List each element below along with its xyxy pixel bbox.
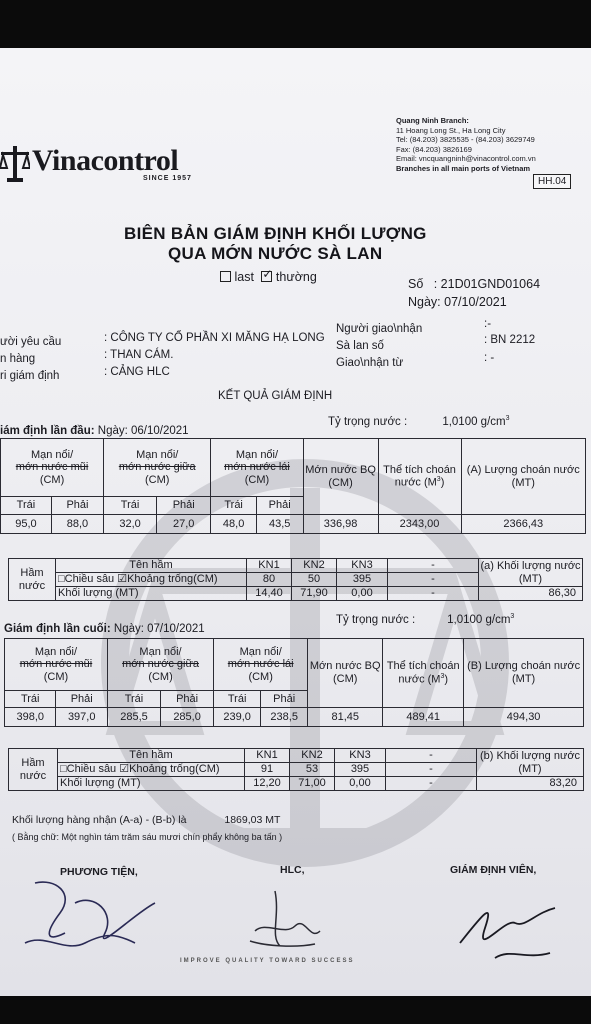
- water-total-value: 86,30: [479, 587, 583, 601]
- table-cell: 395: [337, 573, 388, 587]
- table-cell: 494,30: [464, 708, 584, 727]
- tank-name-label: Tên hầm: [56, 559, 247, 573]
- hdr-mean: Mớn nước BQ (CM): [308, 639, 383, 708]
- doc-title-line2: QUA MỚN NƯỚC SÀ LAN: [168, 244, 383, 263]
- depth-label: □Chiều sâu ☑Khoảng trống(CM): [58, 763, 245, 777]
- branch-name: Quang Ninh Branch:: [396, 116, 469, 125]
- right-hdr: Phải: [256, 497, 303, 515]
- sig-hlc-title: HLC,: [280, 864, 305, 876]
- hdr-mean: Mớn nước BQ (CM): [303, 439, 378, 515]
- goods-label: n hàng: [0, 353, 36, 365]
- tank-label: Hầm nước: [9, 749, 58, 791]
- table-cell: 80: [247, 573, 292, 587]
- hdr-mid: Mạn nổi/ mớn nước giữa (CM): [104, 439, 211, 497]
- table-cell: 27,0: [157, 515, 211, 534]
- right-hdr: Phải: [51, 497, 103, 515]
- left-hdr: Trái: [211, 497, 256, 515]
- company-since: SINCE 1957: [143, 175, 192, 182]
- right-hdr: Phải: [261, 691, 308, 708]
- dash-cell: -: [388, 559, 479, 573]
- regular-label: thường: [275, 270, 317, 284]
- form-code: HH.04: [533, 174, 571, 189]
- final-density: Tỷ trọng nước : 1,0100 $g/cm^3$: [336, 613, 515, 626]
- deliverer-value: :-: [484, 318, 492, 330]
- water-total-label: (b) Khối lượng nước (MT): [477, 749, 584, 777]
- table-cell: 48,0: [211, 515, 256, 534]
- barge-label: Sà lan số: [336, 340, 384, 352]
- table-cell: 0,00: [335, 777, 386, 791]
- table-cell: 285,0: [161, 708, 214, 727]
- table-cell: 238,5: [261, 708, 308, 727]
- table-cell: 71,00: [290, 777, 335, 791]
- branch-tel: Tel: (84.203) 3825535 - (84.203) 3629749: [396, 135, 535, 145]
- last-label: last: [234, 270, 254, 284]
- vehicle-signature: [15, 873, 175, 963]
- branch-address: 11 Hoang Long St., Ha Long City: [396, 125, 506, 135]
- right-hdr: Phải: [161, 691, 214, 708]
- doc-date: Ngày: 07/10/2021: [408, 295, 507, 309]
- table-cell: 239,0: [214, 708, 261, 727]
- sig-vehicle-title: PHƯƠNG TIỆN,: [60, 866, 138, 878]
- tank-label: Hầm nước: [9, 559, 56, 601]
- hdr-aft: Mạn nổi/ mớn nước lái (CM): [214, 639, 308, 691]
- table-cell: 88,0: [51, 515, 103, 534]
- inspector-signature: [455, 888, 565, 968]
- barge-value: : BN 2212: [484, 334, 536, 346]
- table-cell: -: [386, 763, 477, 777]
- table-cell: -: [388, 573, 479, 587]
- hdr-volume: Thể tích choán nước $(M^3)$: [378, 439, 461, 515]
- initial-heading: iám định lần đầu: Ngày: 06/10/2021: [0, 425, 189, 437]
- table-cell: 12,20: [245, 777, 290, 791]
- summary-line1: Khối lượng hàng nhận (A-a) - (B-b) là 1869,03 MT: [12, 814, 281, 826]
- doc-type-options: [220, 267, 317, 284]
- mass-label: Khối lượng (MT): [56, 587, 247, 601]
- dash-cell: -: [386, 749, 477, 763]
- vinacontrol-scale-icon: [0, 144, 30, 184]
- branch-info: [396, 116, 536, 174]
- hdr-displacement: (A) Lượng choán nước (MT): [461, 439, 585, 515]
- goods-value: : THAN CÁM.: [104, 349, 174, 361]
- initial-tanks-table: [8, 558, 583, 601]
- tank-name-label: Tên hầm: [58, 749, 245, 763]
- table-cell: 397,0: [56, 708, 107, 727]
- doc-number: Số : 21D01GND01064: [408, 277, 541, 291]
- place-label: ri giám định: [0, 370, 60, 382]
- regular-checkbox-checked: ✓: [262, 267, 273, 281]
- requester-value: : CÔNG TY CỔ PHẦN XI MĂNG HẠ LONG: [104, 332, 325, 344]
- hdr-fore: Mạn nổi/ mớn nước mũi (CM): [1, 439, 104, 497]
- from-value: : -: [484, 352, 495, 364]
- hdr-volume: Thể tích choán nước $(M^3)$: [383, 639, 464, 708]
- table-cell: 0,00: [337, 587, 388, 601]
- right-hdr: Phải: [157, 497, 211, 515]
- table-cell: 91: [245, 763, 290, 777]
- from-label: Giao\nhận từ: [336, 357, 404, 369]
- left-hdr: Trái: [1, 497, 52, 515]
- table-cell: -: [386, 777, 477, 791]
- kn1-hdr: KN1: [245, 749, 290, 763]
- table-cell: 71,90: [292, 587, 337, 601]
- table-cell: 285,5: [107, 708, 160, 727]
- kn2-hdr: KN2: [290, 749, 335, 763]
- mass-label: Khối lượng (MT): [58, 777, 245, 791]
- table-cell: 395: [335, 763, 386, 777]
- place-value: : CẢNG HLC: [104, 366, 170, 378]
- document-page: [0, 48, 591, 996]
- requester-label: ười yêu cầu: [0, 336, 62, 348]
- kn1-hdr: KN1: [247, 559, 292, 573]
- hdr-displacement: (B) Lượng choán nước (MT): [464, 639, 584, 708]
- table-cell: 2343,00: [378, 515, 461, 534]
- left-hdr: Trái: [214, 691, 261, 708]
- initial-draft-table: [0, 438, 586, 534]
- branch-fax: Fax: (84.203) 3826169: [396, 144, 472, 154]
- hdr-fore: Mạn nổi/ mớn nước mũi (CM): [5, 639, 108, 691]
- table-cell: 398,0: [5, 708, 56, 727]
- table-cell: 43,5: [256, 515, 303, 534]
- company-logo-text: Vinacontrol: [32, 144, 179, 177]
- water-total-value: 83,20: [477, 777, 584, 791]
- table-cell: 50: [292, 573, 337, 587]
- left-hdr: Trái: [104, 497, 157, 515]
- water-total-label: (a) Khối lượng nước (MT): [480, 559, 581, 585]
- doc-title-line1: BIÊN BẢN GIÁM ĐỊNH KHỐI LƯỢNG: [124, 224, 427, 243]
- table-cell: 81,45: [308, 708, 383, 727]
- table-cell: 32,0: [104, 515, 157, 534]
- hdr-aft: Mạn nổi/ mớn nước lái (CM): [211, 439, 303, 497]
- table-cell: -: [388, 587, 479, 601]
- branch-email: Email: vncquangninh@vinacontrol.com.vn: [396, 154, 536, 164]
- right-hdr: Phải: [56, 691, 107, 708]
- table-cell: 336,98: [303, 515, 378, 534]
- summary-line2: ( Bằng chữ: Một nghìn tám trăm sáu mươi chín phẩy không ba tấn ): [12, 832, 283, 842]
- table-cell: 489,41: [383, 708, 464, 727]
- final-heading: Giám định lần cuối: Ngày: 07/10/2021: [4, 623, 205, 635]
- depth-label: □Chiều sâu ☑Khoảng trống(CM): [56, 573, 247, 587]
- branch-ports: Branches in all main ports of Vietnam: [396, 163, 531, 173]
- last-checkbox: [220, 271, 231, 282]
- kn3-hdr: KN3: [337, 559, 388, 573]
- left-hdr: Trái: [5, 691, 56, 708]
- deliverer-label: Người giao\nhận: [336, 323, 423, 335]
- hlc-signature: [235, 886, 325, 956]
- sig-inspector-title: GIÁM ĐỊNH VIÊN,: [450, 864, 537, 876]
- kn3-hdr: KN3: [335, 749, 386, 763]
- left-hdr: Trái: [107, 691, 160, 708]
- table-cell: 14,40: [247, 587, 292, 601]
- initial-density: Tỷ trọng nước : 1,0100 $g/cm^3$: [328, 415, 510, 428]
- slogan: IMPROVE QUALITY TOWARD SUCCESS: [180, 958, 355, 964]
- result-title: KẾT QUẢ GIÁM ĐỊNH: [218, 390, 333, 402]
- final-tanks-table: [8, 748, 584, 791]
- table-cell: 95,0: [1, 515, 52, 534]
- table-cell: 2366,43: [461, 515, 585, 534]
- table-cell: 53: [290, 763, 335, 777]
- hdr-mid: Mạn nổi/ mớn nước giữa (CM): [107, 639, 213, 691]
- final-draft-table: [4, 638, 584, 727]
- kn2-hdr: KN2: [292, 559, 337, 573]
